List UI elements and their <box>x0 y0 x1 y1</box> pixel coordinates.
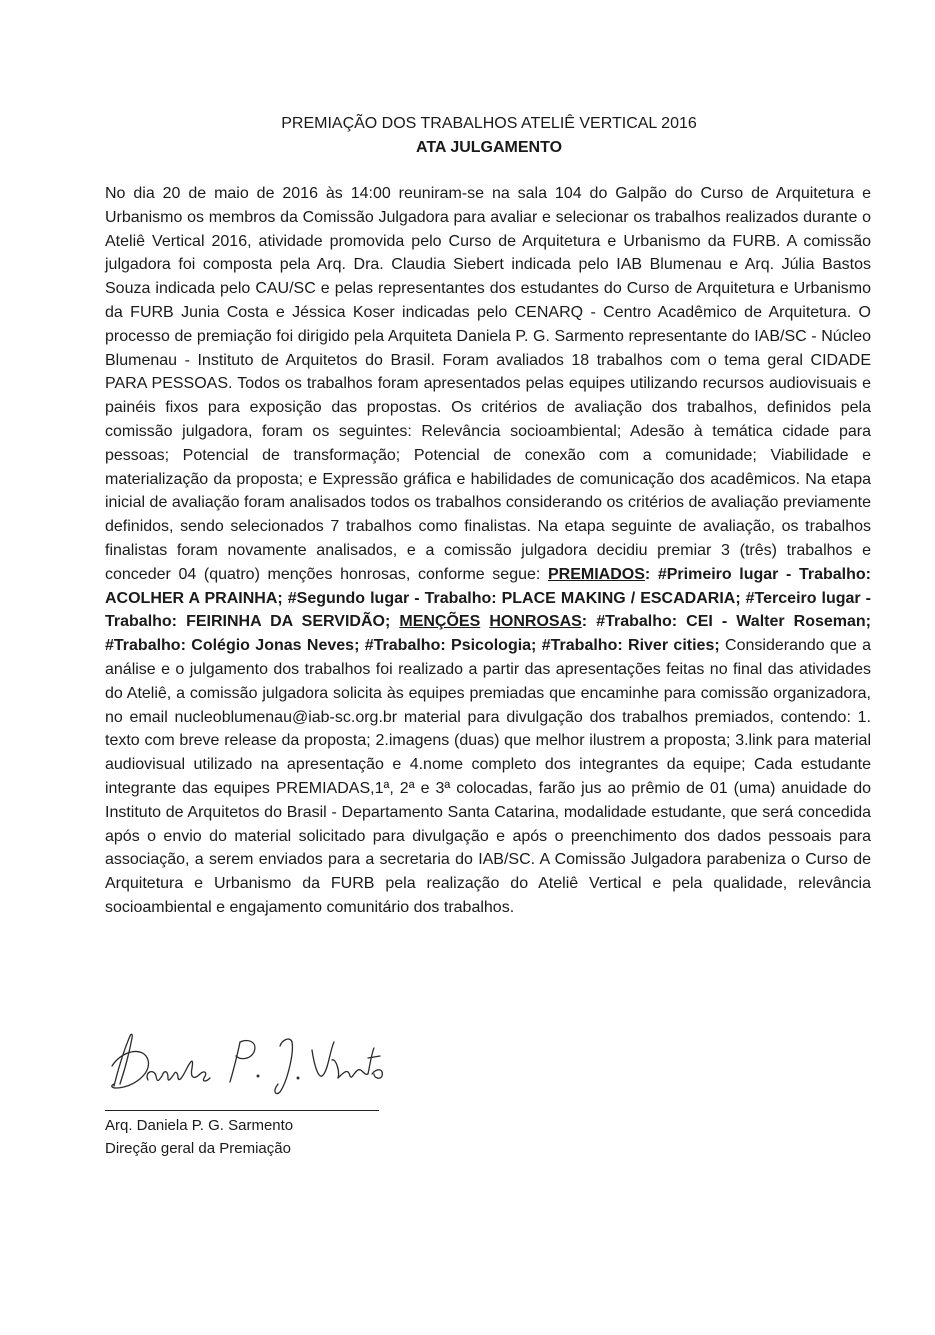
handwritten-signature <box>108 1020 388 1100</box>
closing-text: Considerando que a análise e o julgamento dos trabalhos foi realizado a partir das apresentações feitas no final das atividades do Ateliê, a comissão julgadora solicita às equipes premiadas que encaminhe para comissão organizadora, no email nucleoblumenau@iab-sc.org.br material para divulgação dos trabalhos premiados, contendo: 1. texto com breve release da proposta; 2.imagens (duas) que melhor ilustrem a proposta; 3.link para material audiovisual utilizado na apresentação e 4.nome completo dos integrantes da equipe; Cada estudante integrante das equipes PREMIADAS,1ª, 2ª e 3ª colocadas, farão jus ao prêmio de 01 (uma) anuidade do Instituto de Arquitetos do Brasil - Departamento Santa Catarina, modalidade estudante, que será concedida após o envio do material solicitado para divulgação e após o preenchimento dos dados pessoais para associação, a serem enviados para a secretaria do IAB/SC. A Comissão Julgadora parabeniza o Curso de Arquitetura e Urbanismo da FURB pela realização do Ateliê Vertical e pela qualidade, relevância socioambiental e engajamento comunitário dos trabalhos. <box>105 637 871 916</box>
mencoes-colon: : <box>581 613 588 631</box>
signer-name: Arq. Daniela P. G. Sarmento <box>105 1117 294 1134</box>
premiados-colon: : <box>644 565 651 583</box>
mencoes-space <box>480 613 489 630</box>
document-subtitle: ATA JULGAMENTO <box>415 139 563 156</box>
signature-line <box>105 1110 379 1111</box>
premiados-label: PREMIADOS <box>547 565 645 583</box>
premiados-list: #Primeiro lugar - Trabalho: ACOLHER A PRAINHA; #Segundo lugar - Trabalho: PLACE MAKING / ESCADARIA; #Terceiro lugar - Trabalho: FEIRINHA DA SERVIDÃO; <box>105 565 872 631</box>
signer-role: Direção geral da Premiação <box>105 1140 291 1157</box>
mencoes-label-2: HONROSAS <box>489 613 582 631</box>
document-title: PREMIAÇÃO DOS TRABALHOS ATELIÊ VERTICAL 2016 <box>281 115 697 132</box>
mencoes-label-1: MENÇÕES <box>399 613 481 631</box>
intro-text: No dia 20 de maio de 2016 às 14:00 reuniram-se na sala 104 do Galpão do Curso de Arquitetura e Urbanismo os membros da Comissão Julgadora para avaliar e selecionar os trabalhos realizados durante o Ateliê Vertical 2016, atividade promovida pelo Curso de Arquitetura e Urbanismo da FURB. A comissão julgadora foi composta pela Arq. Dra. Claudia Siebert indicada pelo IAB Blumenau e Arq. Júlia Bastos Souza indicada pelo CAU/SC e pelas representantes dos estudantes do Curso de Arquitetura e Urbanismo da FURB Junia Costa e Jéssica Koser indicadas pelo CENARQ - Centro Acadêmico de Arquitetura. O processo de premiação foi dirigido pela Arquiteta Daniela P. G. Sarmento representante do IAB/SC - Núcleo Blumenau - Instituto de Arquitetos do Brasil. Foram avaliados 18 trabalhos com o tema geral CIDADE PARA PESSOAS. Todos os trabalhos foram apresentados pelas equipes utilizando recursos audiovisuais e painéis fixos para exposição das propostas. Os critérios de avaliação dos trabalhos, definidos pela comissão julgadora, foram os seguintes: Relevância socioambiental; Adesão à temática cidade para pessoas; Potencial de transformação; Potencial de conexão com a comunidade; Viabilidade e materialização da proposta; e Expressão gráfica e habilidades de comunicação dos acadêmicos. Na etapa inicial de avaliação foram analisados todos os trabalhos considerando os critérios de avaliação previamente definidos, sendo selecionados 7 trabalhos como finalistas. Na etapa seguinte de avaliação, os trabalhos finalistas foram novamente analisados, e a comissão julgadora decidiu premiar 3 (três) trabalhos e conceder 04 (quatro) menções honrosas, conforme segue: <box>105 185 871 583</box>
document-body <box>105 182 871 920</box>
mencoes-list: #Trabalho: CEI - Walter Roseman; #Trabalho: Colégio Jonas Neves; #Trabalho: Psicologia; #Trabalho: River cities; <box>105 613 872 655</box>
